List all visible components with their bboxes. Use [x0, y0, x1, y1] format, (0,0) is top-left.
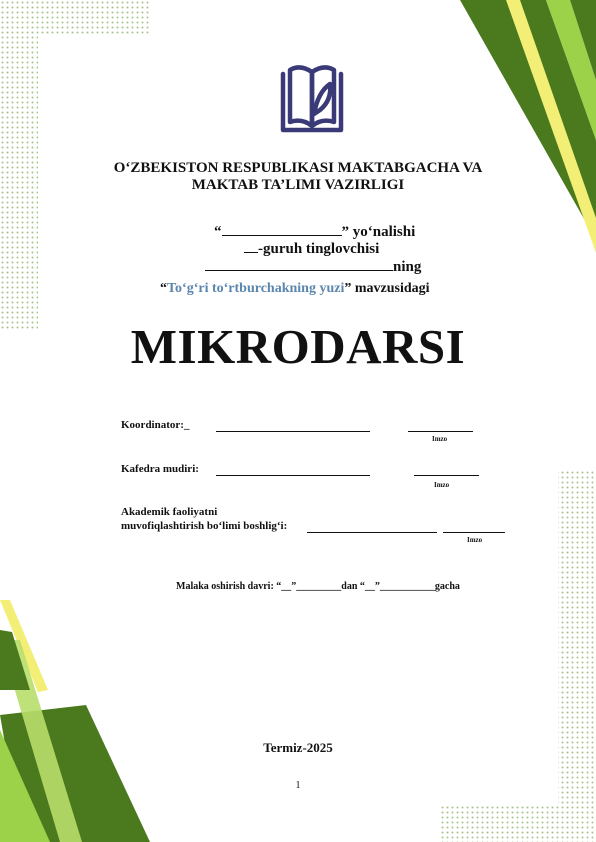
owner-line: ning — [205, 259, 421, 276]
ministry-line-2: MAKTAB TA’LIMI VAZIRLIGI — [191, 177, 405, 193]
owner-blank — [205, 269, 393, 271]
head-name-line — [216, 474, 370, 476]
academic-label-1: Akademik faoliyatni — [121, 506, 218, 518]
group-blank — [244, 251, 258, 253]
topic-line: “To‘g‘ri to‘rtburchakning yuzi” mavzusidagi — [160, 281, 430, 296]
head-label: Kafedra mudiri: — [121, 463, 199, 475]
page-panel — [38, 35, 558, 805]
coordinator-name-line — [216, 430, 370, 432]
academic-signature-line — [443, 531, 505, 533]
book-leaf-logo-icon — [276, 60, 348, 140]
training-period: Malaka oshirish davri: “__”_________dan “__”___________gacha — [176, 581, 460, 592]
main-title: MIKRODARSI — [130, 319, 466, 374]
direction-blank — [222, 234, 342, 236]
city-year: Termiz-2025 — [263, 740, 333, 755]
coordinator-label: Koordinator:_ — [121, 419, 190, 431]
academic-imzo: Imzo — [467, 536, 483, 544]
topic-title: To‘g‘ri to‘rtburchakning yuzi — [167, 281, 345, 296]
direction-line: “ ” yo‘nalishi — [214, 224, 416, 240]
coordinator-imzo: Imzo — [432, 435, 448, 443]
group-line: -guruh tinglovchisi — [244, 241, 379, 258]
head-imzo: Imzo — [434, 481, 450, 489]
coordinator-signature-line — [408, 430, 473, 432]
academic-label-2: muvofiqlashtirish bo‘limi boshlig‘i: — [121, 520, 288, 532]
page-number: 1 — [295, 780, 301, 791]
head-signature-line — [414, 474, 479, 476]
ministry-line-1: O‘ZBEKISTON RESPUBLIKASI MAKTABGACHA VA — [113, 160, 483, 176]
academic-name-line — [307, 531, 437, 533]
